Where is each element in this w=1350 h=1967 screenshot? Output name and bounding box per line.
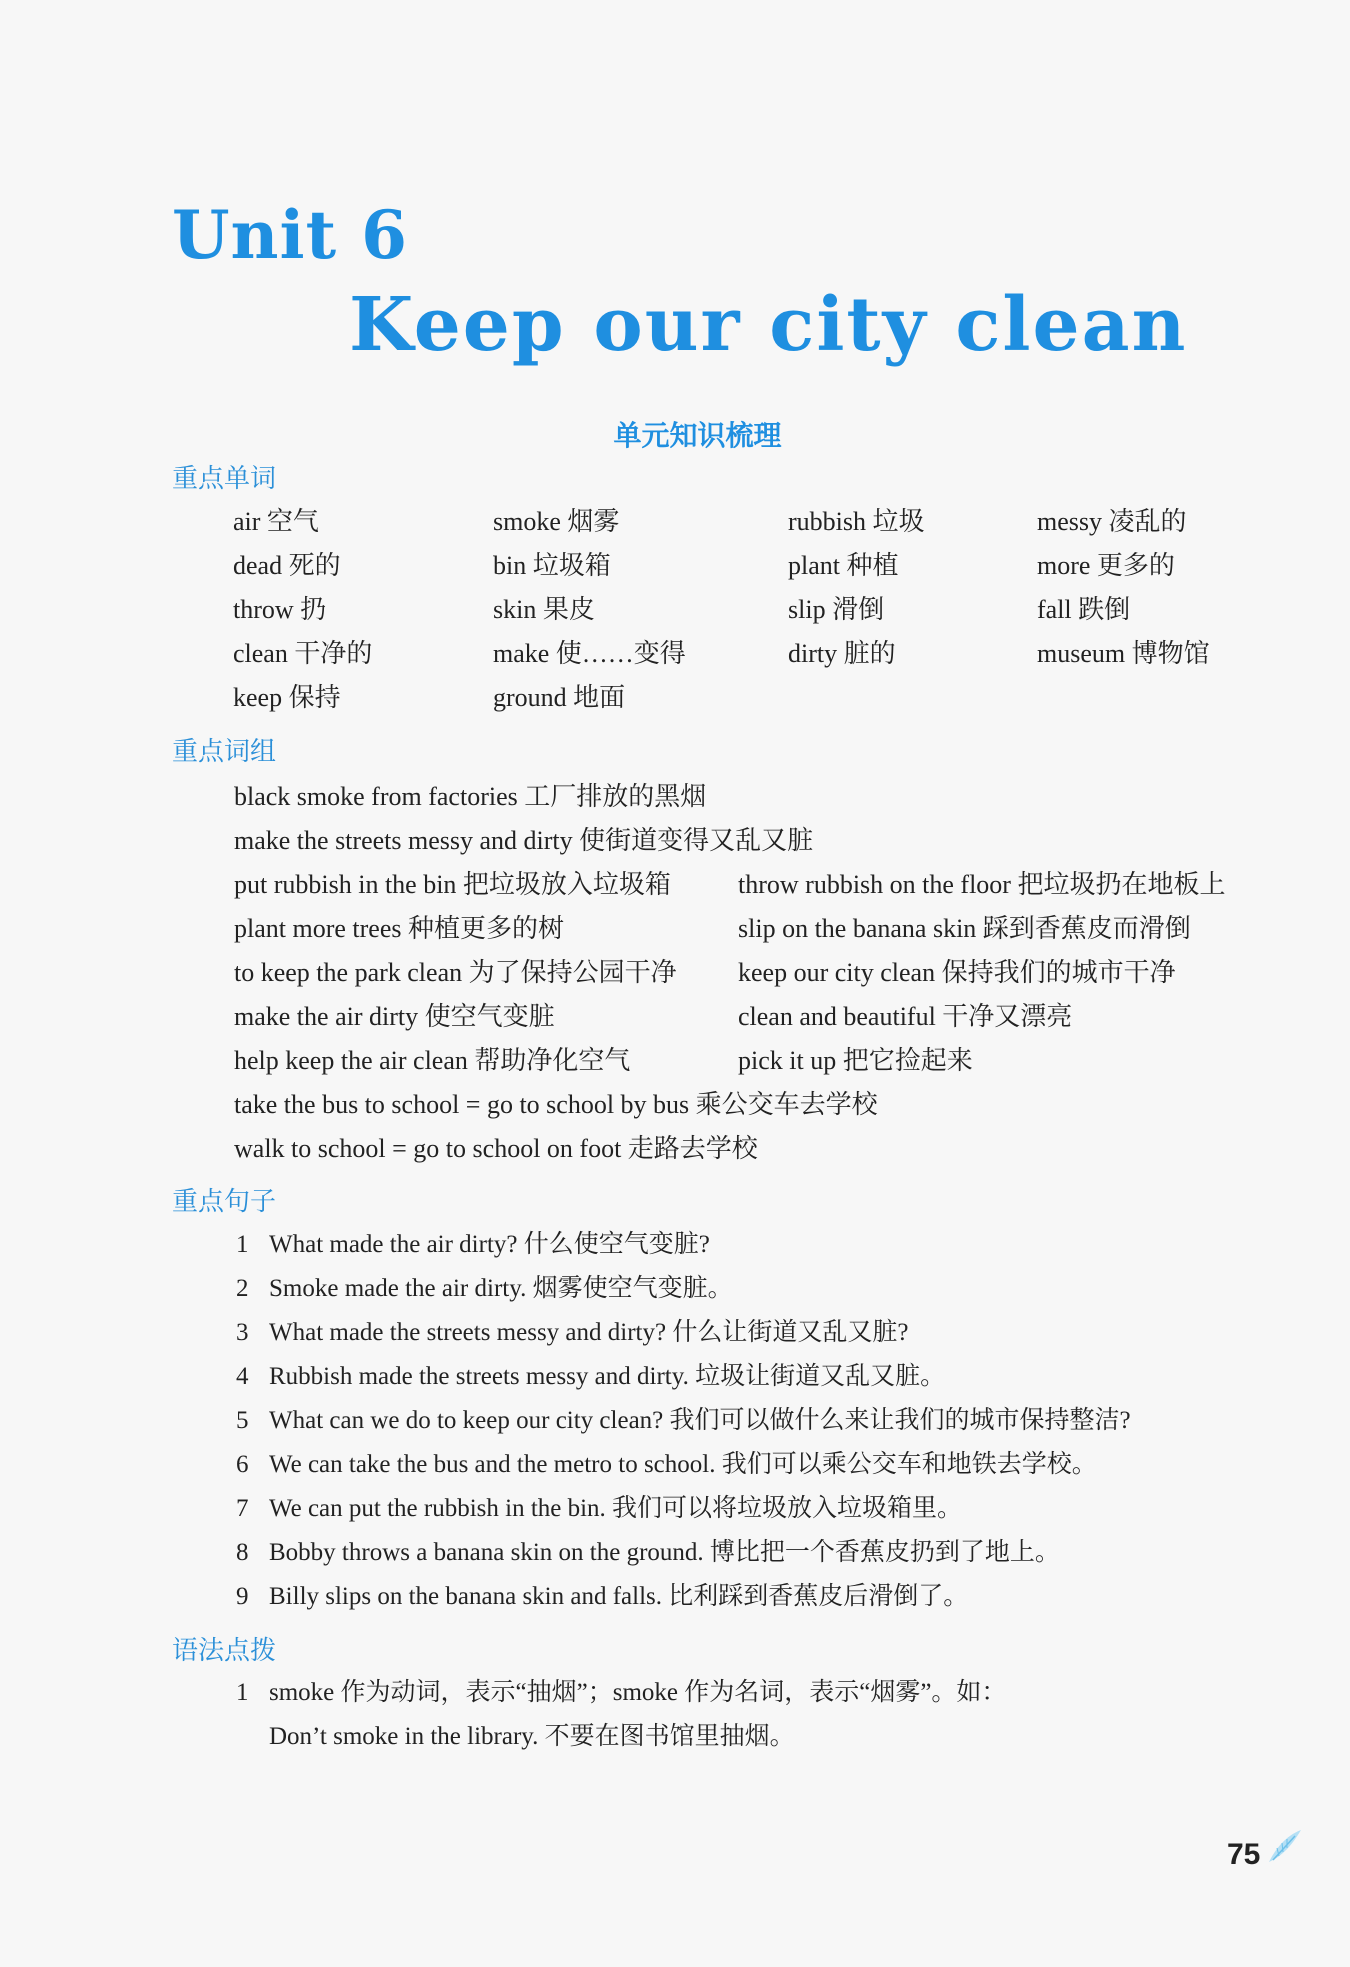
vocab-item: skin 果皮 (493, 595, 595, 624)
page-title: Keep our city clean (349, 282, 1188, 368)
sentence-text: We can take the bus and the metro to school. 我们可以乘公交车和地铁去学校。 (269, 1451, 1097, 1478)
vocab-item: dead 死的 (233, 551, 341, 580)
phrases-heading: 重点词组 (172, 737, 277, 767)
vocab-item: keep 保持 (233, 683, 341, 712)
vocab-item: fall 跌倒 (1037, 595, 1131, 624)
sentence-text: What made the air dirty? 什么使空气变脏? (269, 1231, 710, 1258)
vocab-item: museum 博物馆 (1037, 639, 1210, 668)
words-heading: 重点单词 (172, 464, 277, 494)
sentence-number: 7 (236, 1495, 249, 1522)
sentence-number: 5 (236, 1407, 249, 1434)
phrase-line: clean and beautiful 干净又漂亮 (738, 1002, 1073, 1031)
phrase-line: plant more trees 种植更多的树 (234, 914, 564, 943)
vocab-item: slip 滑倒 (788, 595, 885, 624)
sentence-text: We can put the rubbish in the bin. 我们可以将垃圾放入垃圾箱里。 (269, 1495, 963, 1522)
vocab-item: dirty 脏的 (788, 639, 896, 668)
phrase-line: keep our city clean 保持我们的城市干净 (738, 958, 1176, 987)
sentence-number: 2 (236, 1275, 249, 1302)
vocab-item: plant 种植 (788, 551, 899, 580)
vocab-item: smoke 烟雾 (493, 507, 620, 536)
sentence-text: What made the streets messy and dirty? 什么让街道又乱又脏? (269, 1319, 909, 1346)
phrase-line: take the bus to school = go to school by bus 乘公交车去学校 (234, 1090, 878, 1119)
grammar-heading: 语法点拨 (172, 1636, 277, 1666)
vocab-item: ground 地面 (493, 683, 626, 712)
sentence-text: Rubbish made the streets messy and dirty. 垃圾让街道又乱又脏。 (269, 1363, 946, 1390)
sentence-text: Smoke made the air dirty. 烟雾使空气变脏。 (269, 1275, 733, 1302)
phrase-line: help keep the air clean 帮助净化空气 (234, 1046, 631, 1075)
sentence-number: 9 (236, 1583, 249, 1610)
page-number: 75 (1227, 1838, 1261, 1871)
phrase-line: make the streets messy and dirty 使街道变得又乱又脏 (234, 826, 814, 855)
phrase-line: pick it up 把它捡起来 (738, 1046, 973, 1075)
vocab-item: make 使……变得 (493, 639, 686, 668)
phrase-line: black smoke from factories 工厂排放的黑烟 (234, 782, 707, 811)
vocab-item: more 更多的 (1037, 551, 1175, 580)
sentence-number: 3 (236, 1319, 249, 1346)
grammar-number: 1 (236, 1679, 249, 1706)
sentence-number: 1 (236, 1231, 249, 1258)
grammar-example: Don’t smoke in the library. 不要在图书馆里抽烟。 (269, 1723, 795, 1750)
sentence-number: 8 (236, 1539, 249, 1566)
vocab-item: rubbish 垃圾 (788, 507, 925, 536)
vocab-item: air 空气 (233, 507, 319, 536)
sentence-text: Billy slips on the banana skin and falls. 比利踩到香蕉皮后滑倒了。 (269, 1583, 969, 1610)
phrase-line: walk to school = go to school on foot 走路去学校 (234, 1134, 758, 1163)
phrase-line: make the air dirty 使空气变脏 (234, 1002, 555, 1031)
section-subtitle: 单元知识梳理 (613, 419, 782, 452)
vocab-item: bin 垃圾箱 (493, 551, 611, 580)
phrase-line: throw rubbish on the floor 把垃圾扔在地板上 (738, 870, 1226, 899)
vocab-item: clean 干净的 (233, 639, 373, 668)
vocab-item: throw 扔 (233, 595, 327, 624)
sentence-text: Bobby throws a banana skin on the ground. 博比把一个香蕉皮扔到了地上。 (269, 1539, 1060, 1566)
phrase-line: put rubbish in the bin 把垃圾放入垃圾箱 (234, 870, 671, 899)
sentence-number: 6 (236, 1451, 249, 1478)
vocab-item: messy 凌乱的 (1037, 507, 1187, 536)
sentence-number: 4 (236, 1363, 249, 1390)
phrase-line: to keep the park clean 为了保持公园干净 (234, 958, 677, 987)
feather-icon (1265, 1826, 1305, 1866)
phrase-line: slip on the banana skin 踩到香蕉皮而滑倒 (738, 914, 1191, 943)
unit-label: Unit 6 (172, 196, 409, 274)
sentences-heading: 重点句子 (172, 1187, 277, 1217)
grammar-text: smoke 作为动词，表示“抽烟”；smoke 作为名词，表示“烟雾”。如： (269, 1679, 1007, 1706)
sentence-text: What can we do to keep our city clean? 我们可以做什么来让我们的城市保持整洁? (269, 1407, 1131, 1434)
